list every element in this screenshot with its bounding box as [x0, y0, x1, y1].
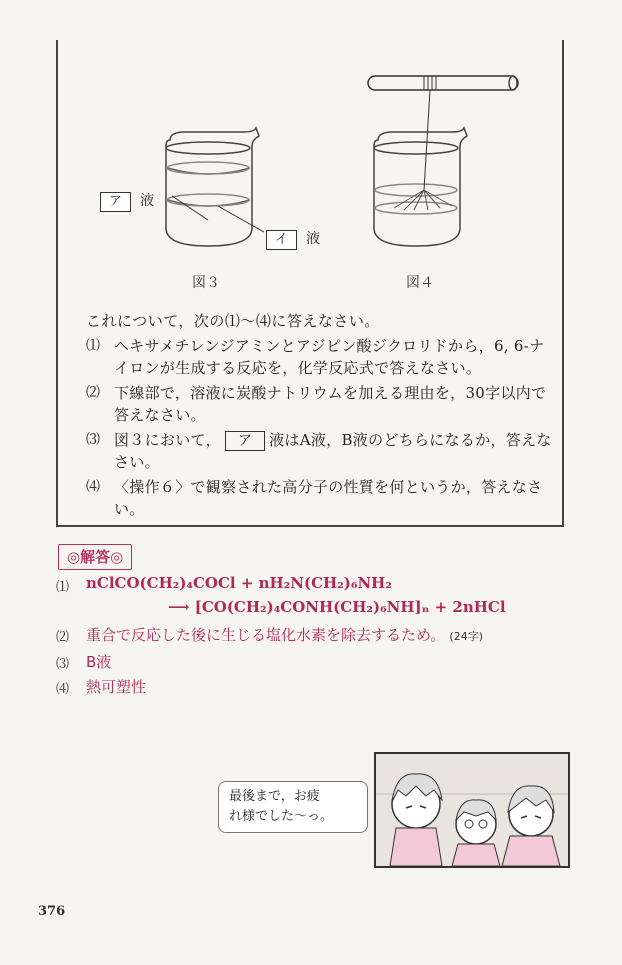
question-text-post: 液はA液，B液のどちらになるか，答えなさい。 — [114, 431, 552, 471]
question-text: 〈操作６〉で観察された高分子の性質を何というか，答えなさい。 — [114, 478, 543, 518]
answer-number: ⑷ — [56, 682, 70, 697]
answer-number: ⑵ — [56, 630, 70, 645]
question-number: ⑶ — [86, 432, 100, 448]
label-i — [266, 228, 320, 250]
question-item — [86, 335, 556, 379]
question-text: ヘキサメチレンジアミンとアジピン酸ジクロリドから，6, 6-ナイロンが生成する反応を，化学反応式で答えなさい。 — [114, 337, 545, 377]
question-item — [86, 382, 556, 426]
speech-bubble — [218, 781, 368, 833]
figure-3-caption: 図３ — [192, 275, 220, 291]
label-a-box: ア — [100, 192, 131, 212]
answer-2-text — [86, 624, 483, 645]
label-i-suffix: 液 — [306, 231, 321, 247]
answer-row — [56, 651, 576, 672]
question-item — [86, 429, 556, 473]
question-number: ⑴ — [86, 338, 100, 354]
figure-3-beaker — [58, 40, 566, 302]
question-item — [86, 476, 556, 520]
question-text — [114, 429, 556, 473]
answer-1-equation-line2: ⟶ [CO(CH₂)₄CONH(CH₂)₆NH]ₙ + 2nHCl — [168, 598, 506, 616]
problem-box — [56, 40, 564, 527]
answer-list — [56, 574, 576, 599]
answer-section-title: ◎解答◎ — [58, 544, 132, 570]
label-a — [100, 190, 154, 212]
question-text-pre: 図３において， — [114, 431, 221, 449]
label-a-suffix: 液 — [140, 193, 155, 209]
question-number: ⑵ — [86, 385, 100, 401]
question-block — [86, 310, 556, 523]
speech-line: 最後まで，お疲 — [229, 789, 320, 804]
answer-number: ⑴ — [56, 580, 70, 595]
answer-row — [56, 676, 576, 697]
answer-4-text: 熱可塑性 — [86, 678, 147, 696]
question-intro: これについて，次の⑴～⑷に答えなさい。 — [86, 312, 380, 330]
answer-3-text: B液 — [86, 653, 112, 671]
answer-row — [56, 624, 576, 645]
figure-4-caption: 図４ — [406, 275, 434, 291]
answer-2-char-count: (24字) — [449, 630, 483, 643]
answer-list-continued — [56, 624, 576, 701]
answer-row — [56, 574, 576, 595]
figures-area — [58, 40, 566, 302]
question-text: 下線部で，溶液に炭酸ナトリウムを加える理由を，30字以内で答えなさい。 — [114, 384, 547, 424]
speech-line: れ様でした～っ。 — [229, 809, 334, 824]
page-number: 376 — [38, 904, 66, 919]
answer-2-main: 重合で反応した後に生じる塩化水素を除去するため。 — [86, 626, 446, 644]
question-number: ⑷ — [86, 479, 100, 495]
comic-illustration — [374, 752, 570, 868]
answer-number: ⑶ — [56, 657, 70, 672]
answer-1-equation-line1: nClCO(CH₂)₄COCl + nH₂N(CH₂)₆NH₂ — [86, 574, 392, 592]
label-i-box: イ — [266, 230, 297, 250]
comic-characters-image — [376, 754, 568, 866]
inline-answer-box: ア — [225, 431, 265, 451]
